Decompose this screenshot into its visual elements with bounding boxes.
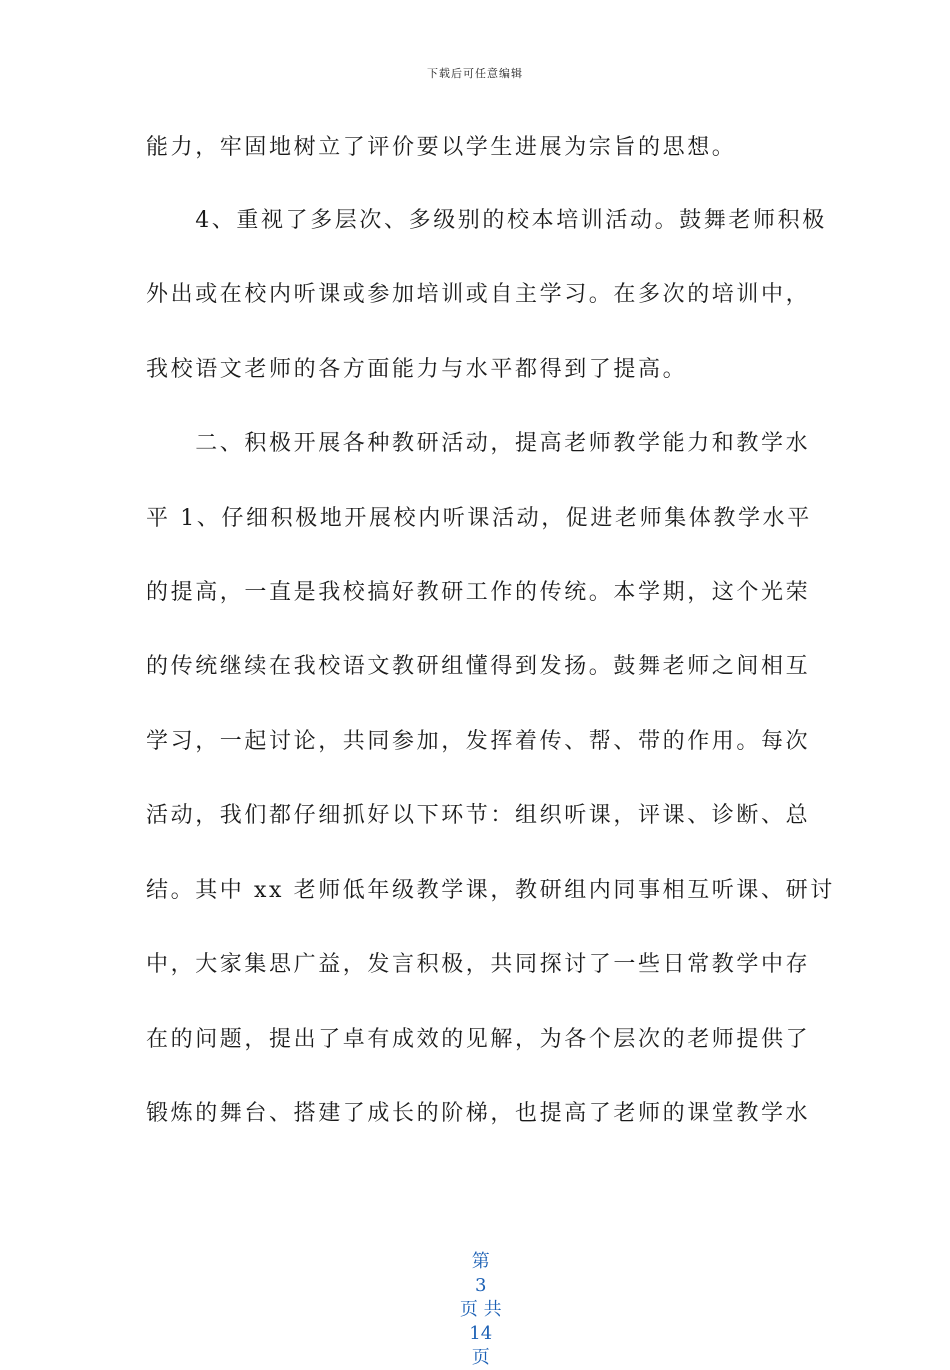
- body-text-line: 在的问题，提出了卓有成效的见解，为各个层次的老师提供了: [146, 1027, 811, 1052]
- page-footer: [0, 1226, 950, 1370]
- body-text-line: 中，大家集思广益，发言积极，共同探讨了一些日常教学中存: [146, 952, 811, 977]
- footer-prefix: 第: [471, 1251, 490, 1272]
- body-text-line: 外出或在校内听课或参加培训或自主学习。在多次的培训中，: [146, 282, 811, 307]
- body-text-line: 的传统继续在我校语文教研组懂得到发扬。鼓舞老师之间相互: [146, 654, 811, 679]
- current-page-number: 3: [475, 1275, 487, 1296]
- page-header: 下载后可任意编辑: [427, 67, 523, 80]
- body-text-line: 我校语文老师的各方面能力与水平都得到了提高。: [146, 357, 688, 382]
- footer-suffix: 页: [471, 1347, 490, 1368]
- body-text-line: 4、重视了多层次、多级别的校本培训活动。鼓舞老师积极: [146, 208, 827, 233]
- body-text-line: 结。其中 xx 老师低年级教学课，教研组内同事相互听课、研讨: [146, 878, 835, 903]
- body-text-line: 学习，一起讨论，共同参加，发挥着传、帮、带的作用。每次: [146, 729, 811, 754]
- body-text-line: 锻炼的舞台、搭建了成长的阶梯，也提高了老师的课堂教学水: [146, 1101, 811, 1126]
- body-text-line: 活动，我们都仔细抓好以下环节：组织听课，评课、诊断、总: [146, 803, 811, 828]
- body-text-line: 的提高，一直是我校搞好教研工作的传统。本学期，这个光荣: [146, 580, 811, 605]
- body-text-line: 平 1、仔细积极地开展校内听课活动，促进老师集体教学水平: [146, 506, 812, 531]
- footer-middle: 页 共: [459, 1299, 502, 1320]
- total-page-count: 14: [469, 1323, 493, 1344]
- body-text-line: 能力，牢固地树立了评价要以学生进展为宗旨的思想。: [146, 135, 737, 160]
- body-text-line: 二、积极开展各种教研活动，提高老师教学能力和教学水: [146, 431, 811, 456]
